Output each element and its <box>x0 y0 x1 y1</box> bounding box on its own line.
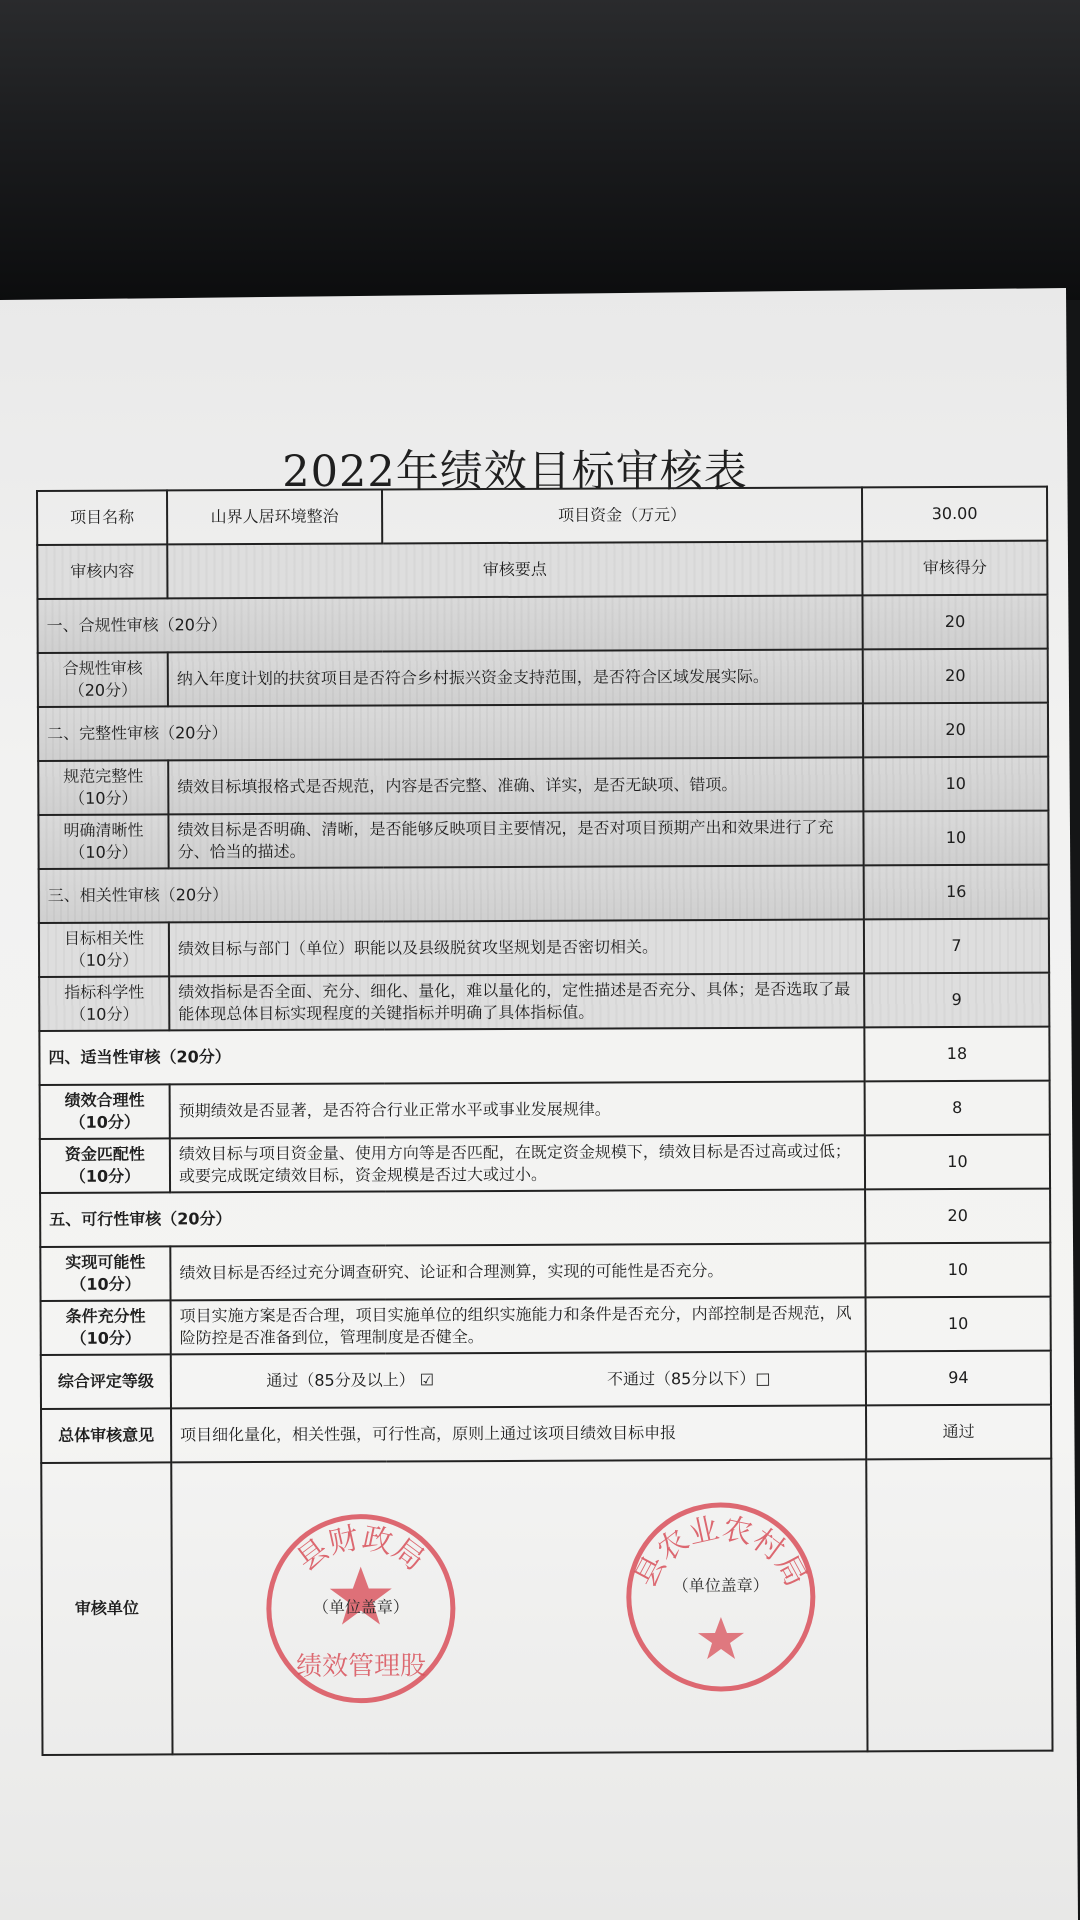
stamp-note-right: （单位盖章） <box>672 1575 769 1596</box>
rating-label: 综合评定等级 <box>41 1354 171 1409</box>
criterion-name: 资金匹配性 <box>64 1144 145 1164</box>
section-row <box>38 703 1048 761</box>
finance-bureau-seal <box>260 1508 461 1709</box>
project-fund-value: 30.00 <box>862 487 1047 542</box>
section-title: 二、完整性审核（20分） <box>38 703 863 761</box>
criterion-label <box>40 1138 170 1193</box>
points-header: 审核要点 <box>167 541 862 598</box>
section-score: 20 <box>863 703 1048 758</box>
criterion-row <box>39 973 1049 1031</box>
criterion-row <box>38 649 1048 707</box>
section-title: 五、可行性审核（20分） <box>40 1189 865 1247</box>
seals-wrap <box>180 1476 858 1737</box>
criterion-text: 纳入年度计划的扶贫项目是否符合乡村振兴资金支持范围，是否符合区域发展实际。 <box>168 649 863 706</box>
criterion-row <box>38 757 1048 815</box>
criterion-score: 9 <box>864 973 1049 1028</box>
rating-options-wrap <box>180 1367 857 1392</box>
criterion-name: 实现可能性 <box>65 1252 146 1272</box>
criterion-score: 10 <box>865 1243 1050 1298</box>
fail-option <box>607 1368 771 1391</box>
score-header: 审核得分 <box>862 541 1047 596</box>
criterion-row <box>41 1297 1051 1355</box>
criterion-name: 目标相关性 <box>63 928 144 948</box>
criterion-points: （10分） <box>69 788 138 808</box>
criterion-row <box>40 1081 1050 1139</box>
pass-option <box>266 1369 434 1392</box>
section-title: 一、合规性审核（20分） <box>37 595 862 653</box>
criterion-points: （10分） <box>69 1166 141 1186</box>
criterion-score: 10 <box>866 1297 1051 1352</box>
criterion-text: 绩效目标是否经过充分调查研究、论证和合理测算，实现的可能性是否充分。 <box>170 1243 865 1300</box>
finance-seal-name: 县财政局 <box>290 1520 431 1579</box>
criterion-text: 预期绩效是否显著，是否符合行业正常水平或事业发展规律。 <box>170 1081 865 1138</box>
pass-text: 通过（85分及以上） <box>266 1370 415 1391</box>
project-row <box>37 487 1047 545</box>
criterion-text: 绩效指标是否全面、充分、细化、量化，难以量化的，定性描述是否充分、具体；是否选取了最能体现总体目标实现程度的关键指标并明确了具体指标值。 <box>169 973 864 1030</box>
criterion-text: 绩效目标与项目资金量、使用方向等是否匹配，在既定资金规模下，绩效目标是否过高或过低；或要完成既定绩效目标，资金规模是否过大或过小。 <box>170 1135 865 1192</box>
project-fund-label: 项目资金（万元） <box>382 487 862 543</box>
finance-seal-sub: 绩效管理股 <box>296 1651 427 1682</box>
opinion-text: 项目细化量化，相关性强，可行性高，原则上通过该项目绩效目标申报 <box>171 1405 866 1462</box>
fail-checkbox-icon: □ <box>755 1368 771 1388</box>
header-row <box>37 541 1047 599</box>
pass-checkbox-icon: ☑ <box>419 1370 435 1390</box>
criterion-points: （10分） <box>69 842 138 862</box>
project-name-value: 山界人居环境整治 <box>167 489 382 544</box>
section-score: 16 <box>864 865 1049 920</box>
criterion-row <box>38 811 1048 869</box>
criterion-label <box>38 814 168 869</box>
total-score: 94 <box>866 1351 1051 1406</box>
content-header: 审核内容 <box>37 544 167 599</box>
criterion-points: （10分） <box>70 1328 141 1348</box>
agriculture-seal-name: 县农业农村局 <box>628 1511 814 1593</box>
criterion-row <box>40 1135 1050 1193</box>
criterion-text: 绩效目标是否明确、清晰，是否能够反映项目主要情况，是否对项目预期产出和效果进行了充分、恰当的描述。 <box>168 811 863 868</box>
criterion-label <box>40 1084 170 1139</box>
section-score: 20 <box>862 595 1047 650</box>
criterion-points: （10分） <box>69 950 139 970</box>
audit-table <box>36 486 1054 1756</box>
criterion-text: 项目实施方案是否合理，项目实施单位的组织实施能力和条件是否充分，内部控制是否规范，风险防控是否准备到位，管理制度是否健全。 <box>171 1297 866 1354</box>
criterion-label <box>39 922 169 977</box>
criterion-name: 规范完整性 <box>63 766 144 786</box>
criterion-text: 绩效目标与部门（单位）职能以及县级脱贫攻坚规划是否密切相关。 <box>169 919 864 976</box>
criterion-points: （10分） <box>70 1274 141 1294</box>
section-row <box>37 595 1047 653</box>
criterion-score: 10 <box>863 757 1048 812</box>
stamp-note-left: （单位盖章） <box>312 1597 409 1617</box>
fail-text: 不通过（85分以下） <box>606 1368 756 1389</box>
opinion-result: 通过 <box>866 1405 1051 1460</box>
agriculture-bureau-seal <box>620 1497 821 1698</box>
criterion-name: 条件充分性 <box>65 1306 146 1326</box>
section-row <box>40 1189 1050 1247</box>
criterion-points: （10分） <box>70 1004 139 1024</box>
rating-row <box>41 1351 1051 1409</box>
seals-cell <box>171 1459 867 1754</box>
criterion-points: （20分） <box>68 680 138 700</box>
section-title: 四、适当性审核（20分） <box>39 1027 864 1085</box>
criterion-label <box>41 1300 171 1355</box>
section-row <box>39 865 1049 923</box>
criterion-label <box>40 1246 170 1301</box>
criterion-label <box>38 652 168 707</box>
criterion-score: 10 <box>863 811 1048 866</box>
criterion-row <box>40 1243 1050 1301</box>
opinion-row <box>41 1405 1051 1463</box>
criterion-score: 20 <box>863 649 1048 704</box>
document-title: 2022年绩效目标审核表 <box>282 447 748 497</box>
section-title: 三、相关性审核（20分） <box>39 865 864 923</box>
criterion-label <box>38 760 168 815</box>
section-row <box>39 1027 1049 1085</box>
criterion-score: 10 <box>865 1135 1050 1190</box>
audit-form <box>36 486 1052 1825</box>
opinion-label: 总体审核意见 <box>41 1408 171 1463</box>
criterion-score: 7 <box>864 919 1049 974</box>
project-name-label: 项目名称 <box>37 490 167 545</box>
units-label: 审核单位 <box>41 1462 172 1755</box>
section-score: 18 <box>864 1027 1049 1082</box>
desk-background <box>0 0 1080 300</box>
criterion-row <box>39 919 1049 977</box>
criterion-name: 指标科学性 <box>64 982 145 1002</box>
section-score: 20 <box>865 1189 1050 1244</box>
criterion-name: 合规性审核 <box>62 658 143 678</box>
criterion-text: 绩效目标填报格式是否规范，内容是否完整、准确、详实，是否无缺项、错项。 <box>168 757 863 814</box>
units-score-cell <box>866 1459 1052 1752</box>
criterion-points: （10分） <box>69 1112 140 1132</box>
criterion-name: 明确清晰性 <box>63 820 144 840</box>
criterion-name: 绩效合理性 <box>64 1090 145 1110</box>
units-row <box>41 1459 1052 1755</box>
rating-options <box>171 1351 866 1408</box>
criterion-score: 8 <box>865 1081 1050 1136</box>
criterion-label <box>39 976 169 1031</box>
